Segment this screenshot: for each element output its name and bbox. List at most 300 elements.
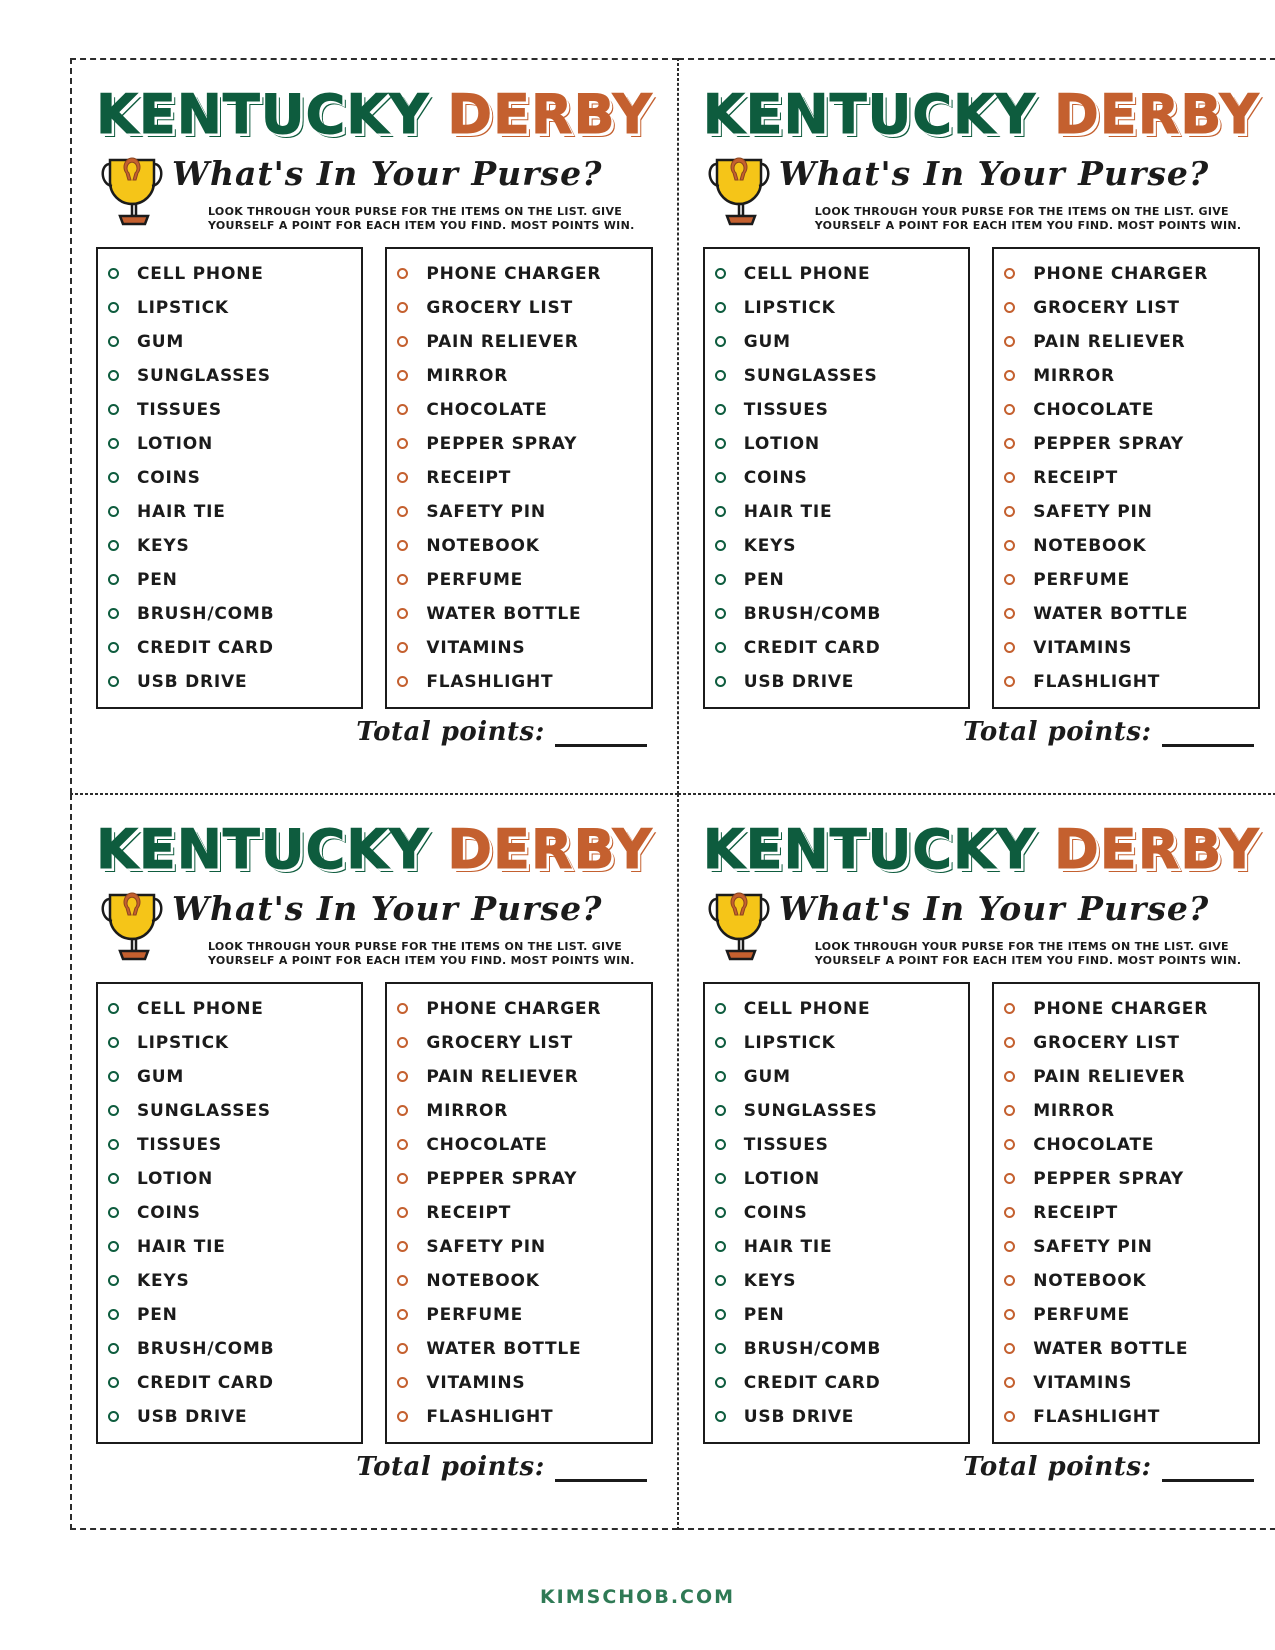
checkbox-circle-icon[interactable] [108, 1003, 119, 1014]
list-item-label: CELL PHONE [137, 263, 264, 284]
list-item-label: PERFUME [1033, 1304, 1130, 1325]
checkbox-circle-icon[interactable] [715, 1037, 726, 1048]
checkbox-circle-icon[interactable] [108, 1173, 119, 1184]
list-item[interactable] [397, 1298, 644, 1332]
list-item-label: CHOCOLATE [426, 1134, 548, 1155]
total-points-label: Total points: [963, 716, 1152, 747]
list-item[interactable] [108, 461, 355, 495]
checkbox-circle-icon[interactable] [108, 506, 119, 517]
list-item[interactable] [715, 359, 962, 393]
list-item-label: PEN [137, 569, 178, 590]
list-item[interactable] [715, 495, 962, 529]
checkbox-circle-icon[interactable] [397, 404, 408, 415]
list-item-label: COINS [743, 467, 808, 488]
subtitle: What's In Your Purse? [172, 154, 603, 193]
checkbox-circle-icon[interactable] [1004, 1173, 1015, 1184]
checkbox-circle-icon[interactable] [108, 608, 119, 619]
list-item[interactable] [1004, 563, 1251, 597]
list-item-label: USB DRIVE [743, 671, 855, 692]
checkbox-circle-icon[interactable] [1004, 404, 1015, 415]
list-item[interactable] [715, 1128, 962, 1162]
list-item-label: PEPPER SPRAY [1033, 1168, 1185, 1189]
list-item-label: RECEIPT [426, 467, 512, 488]
list-item[interactable] [715, 393, 962, 427]
list-item-label: GROCERY LIST [1033, 297, 1180, 318]
checkbox-circle-icon[interactable] [1004, 506, 1015, 517]
list-item[interactable] [397, 325, 644, 359]
list-item[interactable] [397, 1094, 644, 1128]
checkbox-circle-icon[interactable] [715, 438, 726, 449]
checkbox-circle-icon[interactable] [1004, 336, 1015, 347]
list-item[interactable] [397, 631, 644, 665]
list-item[interactable] [108, 1332, 355, 1366]
checkbox-circle-icon[interactable] [1004, 1139, 1015, 1150]
list-item-label: KEYS [137, 1270, 190, 1291]
list-item-label: WATER BOTTLE [1033, 1338, 1189, 1359]
list-item[interactable] [108, 291, 355, 325]
checkbox-circle-icon[interactable] [397, 370, 408, 381]
checkbox-circle-icon[interactable] [715, 608, 726, 619]
list-item-label: FLASHLIGHT [1033, 1406, 1161, 1427]
list-item[interactable] [108, 1094, 355, 1128]
list-item[interactable] [397, 1264, 644, 1298]
list-item[interactable] [1004, 1162, 1251, 1196]
page-title [702, 818, 1260, 881]
list-item-label: BRUSH/COMB [137, 603, 275, 624]
checkbox-circle-icon[interactable] [397, 302, 408, 313]
list-item-label: GUM [137, 1066, 185, 1087]
checkbox-circle-icon[interactable] [108, 370, 119, 381]
subtitle: What's In Your Purse? [778, 154, 1210, 193]
list-item[interactable] [108, 393, 355, 427]
list-item-label: PERFUME [426, 569, 524, 590]
list-item[interactable] [1004, 1094, 1251, 1128]
checkbox-circle-icon[interactable] [715, 506, 726, 517]
checkbox-circle-icon[interactable] [715, 642, 726, 653]
list-item[interactable] [397, 1196, 644, 1230]
list-item[interactable] [1004, 665, 1251, 699]
checkbox-circle-icon[interactable] [1004, 1309, 1015, 1320]
trophy-horseshoe-icon [96, 150, 172, 232]
list-item[interactable] [715, 1400, 962, 1434]
checkbox-circle-icon[interactable] [108, 472, 119, 483]
trophy-horseshoe-icon [703, 150, 779, 232]
checkbox-circle-icon[interactable] [1004, 1343, 1015, 1354]
list-item[interactable] [108, 1298, 355, 1332]
list-item[interactable] [108, 1060, 355, 1094]
checkbox-circle-icon[interactable] [108, 1207, 119, 1218]
list-item[interactable] [397, 1332, 644, 1366]
list-item[interactable] [715, 529, 962, 563]
list-item[interactable] [108, 427, 355, 461]
list-item[interactable] [397, 427, 644, 461]
list-item[interactable] [715, 1264, 962, 1298]
list-item[interactable] [108, 359, 355, 393]
total-points-input[interactable] [555, 724, 647, 747]
total-points-input[interactable] [555, 1459, 647, 1482]
list-item[interactable] [1004, 359, 1251, 393]
checkbox-circle-icon[interactable] [397, 506, 408, 517]
list-item[interactable] [1004, 461, 1251, 495]
list-item[interactable] [397, 1366, 644, 1400]
checkbox-circle-icon[interactable] [397, 1207, 408, 1218]
list-item[interactable] [1004, 1400, 1251, 1434]
list-item[interactable] [715, 1298, 962, 1332]
list-item-label: VITAMINS [426, 1372, 526, 1393]
list-item[interactable] [1004, 393, 1251, 427]
list-item[interactable] [715, 992, 962, 1026]
checkbox-circle-icon[interactable] [715, 268, 726, 279]
list-item[interactable] [397, 1060, 644, 1094]
checkbox-circle-icon[interactable] [1004, 608, 1015, 619]
checkbox-circle-icon[interactable] [1004, 268, 1015, 279]
list-item[interactable] [1004, 427, 1251, 461]
checkbox-circle-icon[interactable] [1004, 1377, 1015, 1388]
checkbox-circle-icon[interactable] [397, 1411, 408, 1422]
page-title [702, 83, 1260, 146]
checkbox-circle-icon[interactable] [715, 370, 726, 381]
checkbox-circle-icon[interactable] [715, 1275, 726, 1286]
list-item[interactable] [108, 1264, 355, 1298]
subtitle-row [96, 883, 653, 968]
list-item[interactable] [397, 1128, 644, 1162]
checkbox-circle-icon[interactable] [397, 1241, 408, 1252]
list-item[interactable] [1004, 1128, 1251, 1162]
list-item[interactable] [108, 597, 355, 631]
subtitle: What's In Your Purse? [778, 889, 1210, 928]
checkbox-circle-icon[interactable] [715, 336, 726, 347]
checkbox-circle-icon[interactable] [715, 1377, 726, 1388]
list-item-label: PAIN RELIEVER [426, 1066, 579, 1087]
page-title [96, 818, 653, 881]
trophy-horseshoe-icon [96, 885, 172, 967]
list-item[interactable] [1004, 992, 1251, 1026]
checkbox-circle-icon[interactable] [397, 1139, 408, 1150]
list-item-label: PAIN RELIEVER [1033, 331, 1186, 352]
checkbox-circle-icon[interactable] [1004, 540, 1015, 551]
checklist [96, 247, 653, 709]
list-item-label: KEYS [743, 535, 797, 556]
checkbox-circle-icon[interactable] [1004, 1105, 1015, 1116]
checkbox-circle-icon[interactable] [715, 1241, 726, 1252]
list-item-label: PHONE CHARGER [426, 998, 602, 1019]
checkbox-circle-icon[interactable] [397, 1173, 408, 1184]
checkbox-circle-icon[interactable] [1004, 438, 1015, 449]
list-item[interactable] [397, 529, 644, 563]
checkbox-circle-icon[interactable] [397, 1071, 408, 1082]
subtitle-text-block [172, 883, 653, 968]
total-points-row [703, 1452, 1260, 1482]
checkbox-circle-icon[interactable] [715, 1173, 726, 1184]
list-item[interactable] [108, 1162, 355, 1196]
checkbox-circle-icon[interactable] [397, 336, 408, 347]
list-item[interactable] [108, 1230, 355, 1264]
checkbox-circle-icon[interactable] [108, 1241, 119, 1252]
total-points-label: Total points: [356, 1451, 545, 1482]
checkbox-circle-icon[interactable] [715, 1411, 726, 1422]
list-item[interactable] [715, 461, 962, 495]
checkbox-circle-icon[interactable] [1004, 472, 1015, 483]
list-item-label: BRUSH/COMB [743, 1338, 882, 1359]
list-item[interactable] [1004, 1196, 1251, 1230]
checkbox-circle-icon[interactable] [1004, 370, 1015, 381]
total-points-row [703, 717, 1260, 747]
list-item[interactable] [108, 631, 355, 665]
list-item[interactable] [108, 1026, 355, 1060]
list-item[interactable] [108, 665, 355, 699]
total-points-label: Total points: [356, 716, 545, 747]
checkbox-circle-icon[interactable] [108, 1343, 119, 1354]
list-item-label: PEPPER SPRAY [426, 433, 578, 454]
checklist-column-left [703, 247, 970, 709]
checkbox-circle-icon[interactable] [397, 540, 408, 551]
list-item-label: PHONE CHARGER [1033, 998, 1209, 1019]
checkbox-circle-icon[interactable] [397, 268, 408, 279]
subtitle: What's In Your Purse? [172, 889, 603, 928]
checkbox-circle-icon[interactable] [108, 1377, 119, 1388]
list-item[interactable] [715, 1094, 962, 1128]
list-item[interactable] [397, 992, 644, 1026]
checkbox-circle-icon[interactable] [108, 336, 119, 347]
list-item-label: VITAMINS [1033, 637, 1133, 658]
checklist-column-right [385, 247, 652, 709]
subtitle-row [703, 148, 1260, 233]
instructions: LOOK THROUGH YOUR PURSE FOR THE ITEMS ON THE LIST. GIVE YOURSELF A POINT FOR EACH ITEM YOU FIND. MOST POINTS WIN. [208, 205, 635, 232]
list-item-label: CREDIT CARD [137, 637, 274, 658]
checkbox-circle-icon[interactable] [1004, 1411, 1015, 1422]
checkbox-circle-icon[interactable] [397, 438, 408, 449]
list-item[interactable] [397, 291, 644, 325]
list-item-label: MIRROR [1033, 1100, 1115, 1121]
checkbox-circle-icon[interactable] [108, 1105, 119, 1116]
checkbox-circle-icon[interactable] [715, 302, 726, 313]
checkbox-circle-icon[interactable] [397, 1309, 408, 1320]
checkbox-circle-icon[interactable] [397, 1037, 408, 1048]
list-item-label: SUNGLASSES [743, 365, 878, 386]
list-item[interactable] [397, 1162, 644, 1196]
checkbox-circle-icon[interactable] [397, 608, 408, 619]
list-item[interactable] [715, 1060, 962, 1094]
list-item-label: COINS [743, 1202, 808, 1223]
list-item-label: PERFUME [1033, 569, 1130, 590]
list-item-label: TISSUES [743, 399, 829, 420]
checkbox-circle-icon[interactable] [108, 1411, 119, 1422]
list-item[interactable] [1004, 1298, 1251, 1332]
checkbox-circle-icon[interactable] [397, 1105, 408, 1116]
list-item[interactable] [715, 1162, 962, 1196]
list-item[interactable] [715, 1366, 962, 1400]
total-points-input[interactable] [1162, 1459, 1254, 1482]
list-item[interactable] [108, 257, 355, 291]
checkbox-circle-icon[interactable] [715, 1207, 726, 1218]
list-item[interactable] [1004, 257, 1251, 291]
list-item-label: SAFETY PIN [426, 501, 546, 522]
checkbox-circle-icon[interactable] [1004, 302, 1015, 313]
checkbox-circle-icon[interactable] [397, 574, 408, 585]
list-item[interactable] [397, 1026, 644, 1060]
list-item[interactable] [715, 291, 962, 325]
instructions: LOOK THROUGH YOUR PURSE FOR THE ITEMS ON THE LIST. GIVE YOURSELF A POINT FOR EACH ITEM YOU FIND. MOST POINTS WIN. [814, 940, 1242, 967]
list-item[interactable] [715, 1332, 962, 1366]
list-item-label: KEYS [137, 535, 190, 556]
list-item[interactable] [397, 359, 644, 393]
subtitle-text-block [779, 883, 1260, 968]
checkbox-circle-icon[interactable] [108, 268, 119, 279]
list-item[interactable] [1004, 631, 1251, 665]
checkbox-circle-icon[interactable] [108, 574, 119, 585]
list-item[interactable] [715, 257, 962, 291]
checkbox-circle-icon[interactable] [715, 472, 726, 483]
list-item[interactable] [715, 631, 962, 665]
checkbox-circle-icon[interactable] [1004, 574, 1015, 585]
list-item[interactable] [397, 257, 644, 291]
checkbox-circle-icon[interactable] [108, 540, 119, 551]
page-title [96, 83, 653, 146]
list-item-label: CREDIT CARD [743, 637, 881, 658]
list-item[interactable] [108, 495, 355, 529]
list-item-label: GROCERY LIST [426, 1032, 573, 1053]
list-item[interactable] [1004, 325, 1251, 359]
checkbox-circle-icon[interactable] [1004, 1207, 1015, 1218]
list-item[interactable] [397, 665, 644, 699]
checkbox-circle-icon[interactable] [397, 1377, 408, 1388]
list-item-label: WATER BOTTLE [1033, 603, 1189, 624]
checkbox-circle-icon[interactable] [715, 540, 726, 551]
list-item[interactable] [108, 1400, 355, 1434]
list-item-label: USB DRIVE [137, 1406, 248, 1427]
list-item[interactable] [397, 1400, 644, 1434]
checkbox-circle-icon[interactable] [715, 574, 726, 585]
list-item[interactable] [1004, 1230, 1251, 1264]
list-item[interactable] [397, 1230, 644, 1264]
list-item-label: USB DRIVE [743, 1406, 855, 1427]
title-derby: DERBY [1053, 818, 1260, 881]
list-item[interactable] [715, 597, 962, 631]
checkbox-circle-icon[interactable] [397, 472, 408, 483]
list-item[interactable] [715, 1196, 962, 1230]
checkbox-circle-icon[interactable] [715, 404, 726, 415]
checkbox-circle-icon[interactable] [108, 642, 119, 653]
list-item[interactable] [397, 495, 644, 529]
list-item-label: COINS [137, 467, 201, 488]
list-item-label: USB DRIVE [137, 671, 248, 692]
list-item-label: WATER BOTTLE [426, 603, 582, 624]
list-item[interactable] [397, 563, 644, 597]
list-item-label: PEPPER SPRAY [1033, 433, 1185, 454]
checkbox-circle-icon[interactable] [1004, 1037, 1015, 1048]
checkbox-circle-icon[interactable] [715, 676, 726, 687]
list-item-label: KEYS [743, 1270, 797, 1291]
checkbox-circle-icon[interactable] [397, 1003, 408, 1014]
list-item[interactable] [397, 597, 644, 631]
subtitle-row [703, 883, 1260, 968]
list-item-label: MIRROR [426, 1100, 509, 1121]
list-item[interactable] [715, 427, 962, 461]
list-item-label: PAIN RELIEVER [426, 331, 579, 352]
checkbox-circle-icon[interactable] [108, 1071, 119, 1082]
checkbox-circle-icon[interactable] [1004, 1071, 1015, 1082]
list-item-label: PAIN RELIEVER [1033, 1066, 1186, 1087]
checkbox-circle-icon[interactable] [108, 1309, 119, 1320]
checklist [703, 982, 1260, 1444]
title-kentucky: KENTUCKY [702, 818, 1036, 881]
list-item[interactable] [108, 325, 355, 359]
list-item[interactable] [108, 529, 355, 563]
checkbox-circle-icon[interactable] [715, 1309, 726, 1320]
list-item-label: GROCERY LIST [426, 297, 573, 318]
checkbox-circle-icon[interactable] [397, 1275, 408, 1286]
checkbox-circle-icon[interactable] [397, 1343, 408, 1354]
game-card [678, 794, 1275, 1530]
checkbox-circle-icon[interactable] [108, 1139, 119, 1150]
list-item-label: HAIR TIE [137, 1236, 226, 1257]
list-item-label: CREDIT CARD [137, 1372, 274, 1393]
list-item[interactable] [108, 1128, 355, 1162]
list-item-label: GUM [743, 1066, 791, 1087]
list-item[interactable] [108, 992, 355, 1026]
subtitle-row [96, 148, 653, 233]
list-item[interactable] [715, 665, 962, 699]
list-item[interactable] [108, 1366, 355, 1400]
list-item[interactable] [397, 461, 644, 495]
checkbox-circle-icon[interactable] [108, 1037, 119, 1048]
list-item-label: GUM [743, 331, 791, 352]
list-item[interactable] [1004, 1366, 1251, 1400]
list-item[interactable] [1004, 597, 1251, 631]
list-item[interactable] [397, 393, 644, 427]
checkbox-circle-icon[interactable] [108, 404, 119, 415]
list-item[interactable] [715, 1026, 962, 1060]
list-item[interactable] [1004, 1060, 1251, 1094]
list-item[interactable] [1004, 529, 1251, 563]
checkbox-circle-icon[interactable] [1004, 1275, 1015, 1286]
checkbox-circle-icon[interactable] [715, 1343, 726, 1354]
checkbox-circle-icon[interactable] [715, 1071, 726, 1082]
list-item[interactable] [108, 1196, 355, 1230]
checkbox-circle-icon[interactable] [397, 642, 408, 653]
checkbox-circle-icon[interactable] [715, 1105, 726, 1116]
list-item-label: RECEIPT [1033, 467, 1118, 488]
list-item[interactable] [715, 563, 962, 597]
checkbox-circle-icon[interactable] [108, 438, 119, 449]
checkbox-circle-icon[interactable] [1004, 642, 1015, 653]
footer-credit[interactable]: KIMSCHOB.COM [539, 1586, 736, 1608]
checkbox-circle-icon[interactable] [108, 676, 119, 687]
list-item-label: TISSUES [137, 1134, 222, 1155]
checkbox-circle-icon[interactable] [1004, 1003, 1015, 1014]
checkbox-circle-icon[interactable] [715, 1139, 726, 1150]
list-item[interactable] [715, 1230, 962, 1264]
total-points-row [96, 717, 653, 747]
checkbox-circle-icon[interactable] [108, 1275, 119, 1286]
list-item[interactable] [1004, 1264, 1251, 1298]
total-points-input[interactable] [1162, 724, 1254, 747]
list-item-label: PEPPER SPRAY [426, 1168, 578, 1189]
list-item[interactable] [1004, 291, 1251, 325]
list-item-label: PERFUME [426, 1304, 524, 1325]
checkbox-circle-icon[interactable] [397, 676, 408, 687]
checkbox-circle-icon[interactable] [715, 1003, 726, 1014]
list-item[interactable] [1004, 1026, 1251, 1060]
list-item[interactable] [108, 563, 355, 597]
checkbox-circle-icon[interactable] [108, 302, 119, 313]
list-item[interactable] [715, 325, 962, 359]
checkbox-circle-icon[interactable] [1004, 1241, 1015, 1252]
checkbox-circle-icon[interactable] [1004, 676, 1015, 687]
title-derby: DERBY [1053, 83, 1260, 146]
list-item[interactable] [1004, 495, 1251, 529]
list-item[interactable] [1004, 1332, 1251, 1366]
